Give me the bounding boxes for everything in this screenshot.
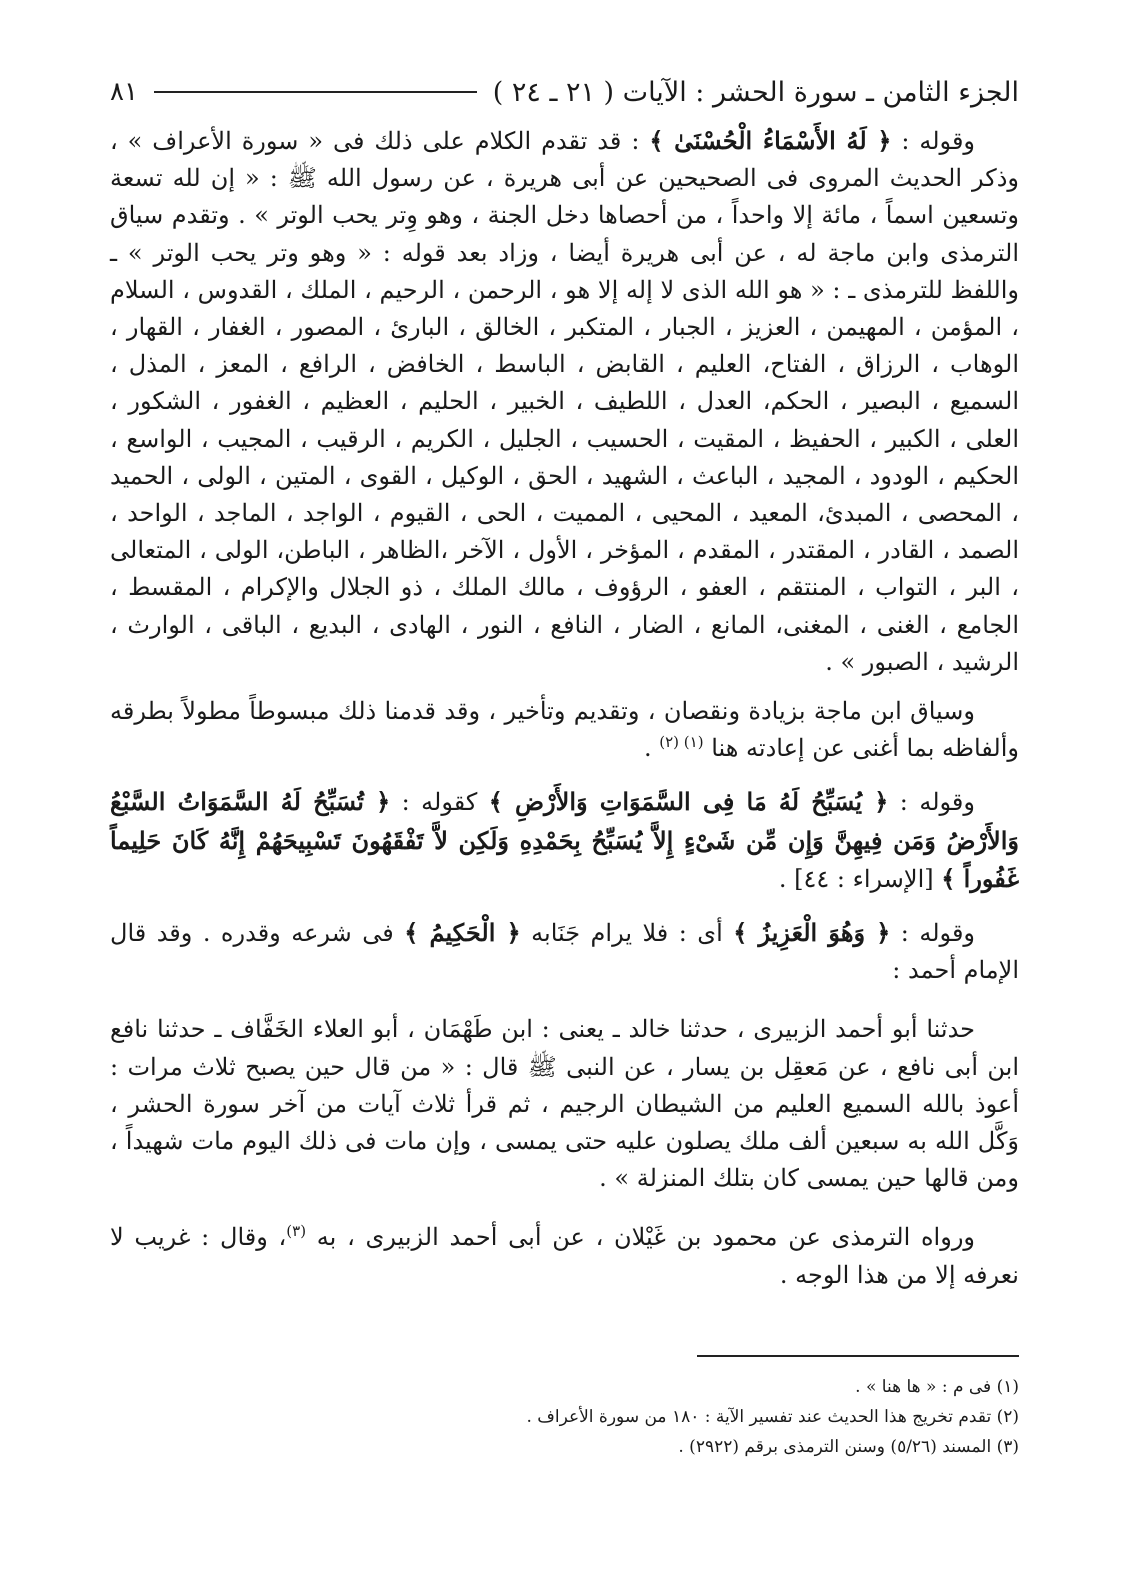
p4-end: فى شرعه وقدره . وقد قال الإمام أحمد : [110, 919, 1019, 985]
p6-text: ورواه الترمذى عن محمود بن غَيْلان ، عن أبى أحمد الزبيرى ، به [306, 1223, 975, 1252]
paragraph-tasbih [110, 783, 1019, 898]
p2-text: وسياق ابن ماجة بزيادة ونقصان ، وتقديم وتأخير ، وقد قدمنا ذلك مبسوطاً مطولاً بطرقه وألفاظه بما أغنى عن إعادته هنا [110, 697, 1019, 763]
paragraph-tirmidhi [110, 1219, 1019, 1293]
running-header [110, 72, 1019, 112]
p2-footnote-refs: (١) (٢) [659, 733, 704, 752]
paragraph-aziz-hakim [110, 914, 1019, 989]
paragraph-hadith-narration [110, 1011, 1019, 1197]
footnote-2: (٢) تقدم تخريج هذا الحديث عند تفسير الآية : ١٨٠ من سورة الأعراف . [526, 1407, 1019, 1427]
p4-quran-quote-1: ﴿ وَهُوَ الْعَزِيزُ ﴾ [733, 918, 891, 948]
p3-surah-ref: [الإسراء : ٤٤] . [778, 864, 942, 893]
p5-text: حدثنا أبو أحمد الزبيرى ، حدثنا خالد ـ يعنى : ابن طَهْمَان ، أبو العلاء الخَفَّاف ـ حدثنا نافع ابن أبى نافع ، عن مَعقِل بن يسار ، عن النبى ﷺ قال : « من قال حين يصبح ثلاث مرات : أعوذ بالله السميع العليم من الشيطان الرجيم ، ثم قرأ ثلاث آيات من آخر سورة الحشر ، وَكَّل الله به سبعين ألف ملك يصلون عليه حتى يمسى ، وإن مات فى ذلك اليوم مات شهيداً ، ومن قالها حين يمسى كان بتلك المنزلة » . [110, 1015, 1019, 1193]
p6-footnote-ref: (٣) [286, 1222, 307, 1241]
p3-mid: كقوله : [390, 788, 489, 817]
footnotes [110, 1372, 1019, 1462]
paragraph-ibn-majah [110, 693, 1019, 767]
p1-quran-quote: ﴿ لَهُ الأَسْمَاءُ الْحُسْنَىٰ ﴾ [649, 126, 892, 155]
p1-text: : قد تقدم الكلام على ذلك فى « سورة الأعراف » ، وذكر الحديث المروى فى الصحيحين عن أبى هريرة ، عن رسول الله ﷺ : « إن لله تسعة وتسعين اسماً ، مائة إلا واحداً ، من أحصاها دخل الجنة ، وهو وِتر يحب الوتر » . وتقدم سياق الترمذى وابن ماجة له ، عن أبى هريرة أيضا ، وزاد بعد قوله : « وهو وتر يحب الوتر » ـ واللفظ للترمذى ـ : « هو الله الذى لا إله إلا هو ، الرحمن ، الرحيم ، الملك ، القدوس ، السلام ، المؤمن ، المهيمن ، العزيز ، الجبار ، المتكبر ، الخالق ، البارئ ، المصور ، الغفار ، القهار ، الوهاب ، الرزاق ، الفتاح، العليم ، القابض ، الباسط ، الخافض ، الرافع ، المعز ، المذل ، السميع ، البصير ، الحكم، العدل ، اللطيف ، الخبير ، الحليم ، العظيم ، الغفور ، الشكور ، العلى ، الكبير ، الحفيظ ، المقيت ، الحسيب ، الجليل ، الكريم ، الرقيب ، المجيب ، الواسع ، الحكيم ، الودود ، المجيد ، الباعث ، الشهيد ، الحق ، الوكيل ، القوى ، المتين ، الولى ، الحميد ، المحصى ، المبدئ، المعيد ، المحيى ، المميت ، الحى ، القيوم ، الواجد ، الماجد ، الواحد ، الصمد ، القادر ، المقتدر ، المقدم ، المؤخر ، الأول ، الآخر ،الظاهر ، الباطن، الولى ، المتعالى ، البر ، التواب ، المنتقم ، العفو ، الرؤوف ، مالك الملك ، ذو الجلال والإكرام ، المقسط ، الجامع ، الغنى ، المغنى، المانع ، الضار ، النافع ، النور ، الهادى ، البديع ، الباقى ، الوارث ، الرشيد ، الصبور » . [110, 127, 1020, 676]
p4-quran-quote-2: ﴿ الْحَكِيمُ ﴾ [404, 918, 521, 948]
p3-intro: وقوله : [888, 788, 975, 817]
p2-end: . [643, 734, 660, 763]
footnote-separator [697, 1355, 1019, 1357]
header-rule [154, 91, 477, 93]
p3-quran-quote-2: ﴿ تُسَبِّحُ لَهُ السَّمَوَاتُ السَّبْعُ وَالأَرْضُ وَمَن فِيهِنَّ وَإِن مِّن شَىْءٍ إِلاَّ يُسَبِّحُ بِحَمْدِهِ وَلَكِن لاَّ تَفْقَهُونَ تَسْبِيحَهُمْ إِنَّهُ كَانَ حَلِيماً غَفُوراً ﴾ [110, 787, 1019, 893]
footnote-1: (١) فى م : « ها هنا » . [855, 1377, 1019, 1397]
p6-end: ، وقال : غريب لا نعرفه إلا من هذا الوجه . [110, 1223, 1019, 1289]
main-text [110, 122, 1019, 1294]
paragraph-asma-husna [110, 122, 1019, 681]
p4-mid: أى : فلا يرام جَنَابه [520, 919, 734, 948]
footnote-3: (٣) المسند (٥/٢٦) وسنن الترمذى برقم (٢٩٢٢) . [678, 1437, 1019, 1457]
p4-intro: وقوله : [890, 919, 976, 948]
p3-quran-quote-1: ﴿ يُسَبِّحُ لَهُ مَا فِى السَّمَوَاتِ وَالأَرْضِ ﴾ [488, 787, 889, 817]
header-title: الجزء الثامن ـ سورة الحشر : الآيات ( ٢١ ـ ٢٤ ) [492, 76, 1019, 108]
p1-intro: وقوله : [891, 127, 976, 155]
page-number: ٨١ [110, 77, 138, 107]
